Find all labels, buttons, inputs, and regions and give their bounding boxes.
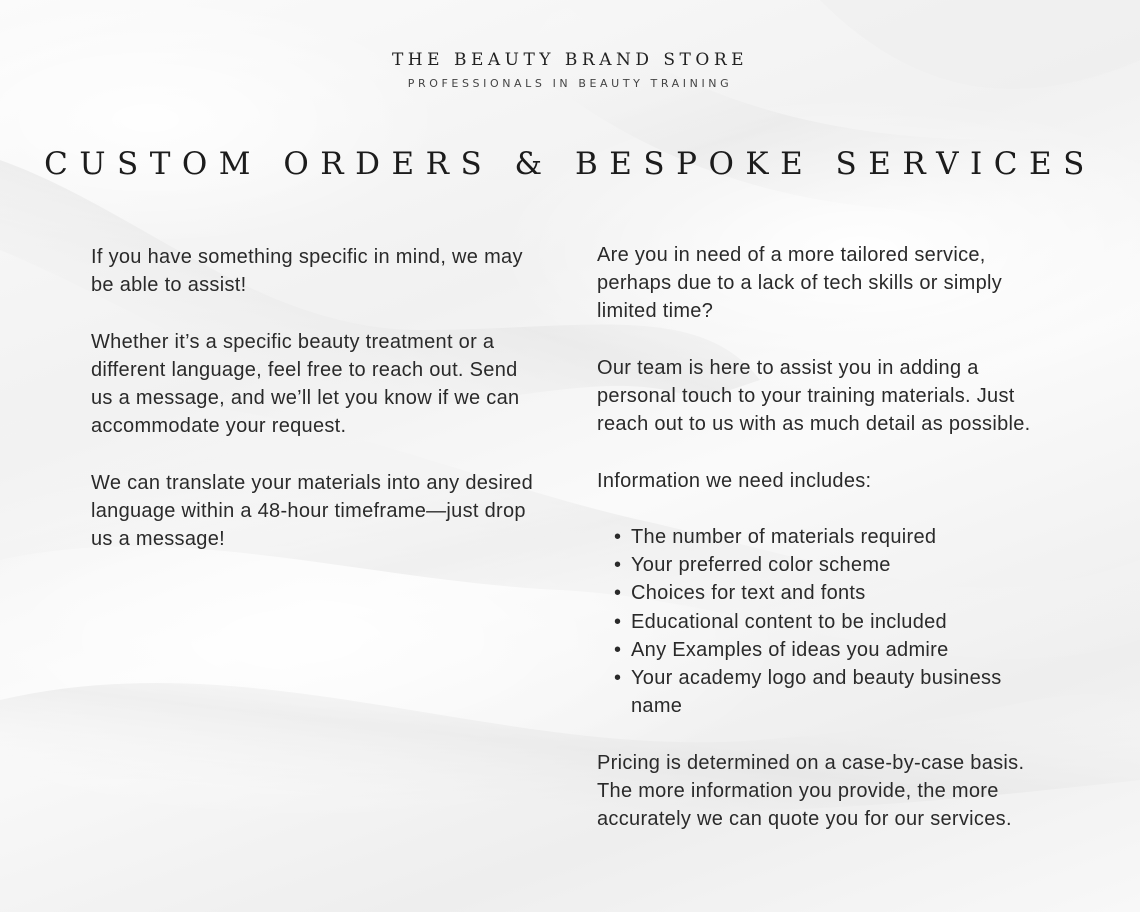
list-heading: Information we need includes: xyxy=(597,469,872,492)
list-item-text: The number of materials required xyxy=(631,525,937,548)
pricing-paragraph: Pricing is determined on a case-by-case basis. The more information you provide, the more accurately we can quote you for our services. xyxy=(597,751,1025,830)
right-column xyxy=(597,241,1057,861)
bullet-icon: • xyxy=(614,610,622,633)
list-item-text: Your academy logo and beauty business name xyxy=(631,667,1002,718)
left-column xyxy=(91,243,539,581)
list-item xyxy=(614,636,1057,664)
list-item xyxy=(614,664,1057,720)
bullet-icon: • xyxy=(614,667,622,689)
list-item-text: Choices for text and fonts xyxy=(631,582,866,605)
bullet-icon: • xyxy=(614,554,622,577)
page-title: CUSTOM ORDERS & BESPOKE SERVICES xyxy=(44,146,1096,182)
brand-tagline: PROFESSIONALS IN BEAUTY TRAINING xyxy=(407,77,733,90)
list-item-text: Your preferred color scheme xyxy=(631,554,891,577)
left-paragraph-3: We can translate your materials into any desired language within a 48-hour timeframe—just drop us a message! xyxy=(91,471,534,550)
team-paragraph: Our team is here to assist you in adding a personal touch to your training materials. Just reach out to us with as much detail as possible. xyxy=(597,356,1031,436)
bullet-icon: • xyxy=(614,638,622,661)
list-item-text: Educational content to be included xyxy=(631,610,947,633)
intro-paragraph: Are you in need of a more tailored service, perhaps due to a lack of tech skills or simply limited time? xyxy=(597,244,1003,323)
bullet-icon: • xyxy=(614,582,622,605)
list-item xyxy=(614,551,1057,579)
brand-name: THE BEAUTY BRAND STORE xyxy=(391,50,749,70)
requirements-list xyxy=(597,523,1057,720)
list-item xyxy=(614,523,1057,551)
left-paragraph-1: If you have something specific in mind, we may be able to assist! xyxy=(91,246,523,297)
left-paragraph-2: Whether it’s a specific beauty treatment or a different language, feel free to reach out. Send us a message, and we’ll let you know if we can accommodate your request. xyxy=(91,330,520,438)
bullet-icon: • xyxy=(614,525,622,548)
list-item-text: Any Examples of ideas you admire xyxy=(631,638,949,661)
list-item xyxy=(614,608,1057,636)
list-item xyxy=(614,579,1057,607)
